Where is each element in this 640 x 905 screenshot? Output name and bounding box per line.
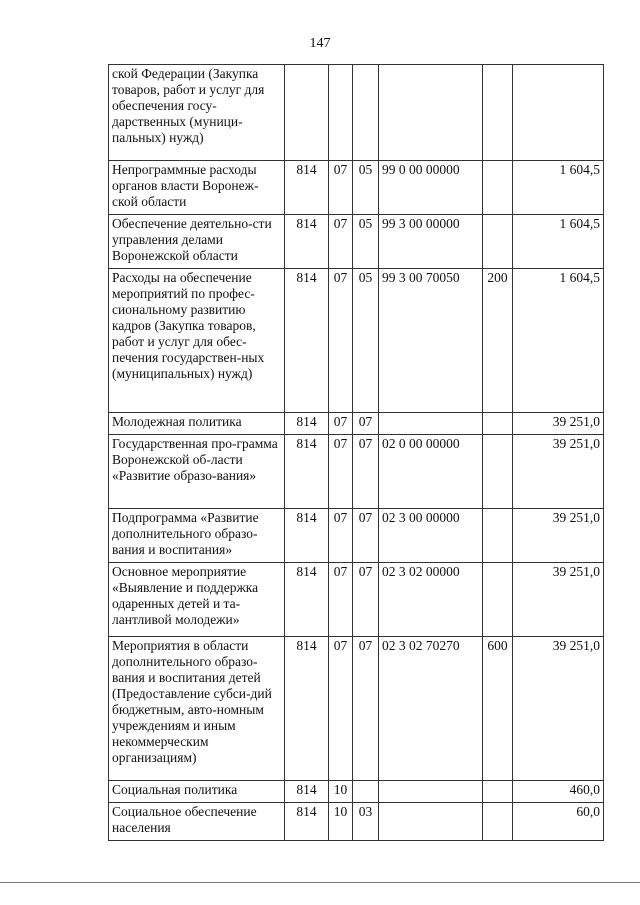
table-body [109,65,604,841]
cell-amount: 1 604,5 [513,269,604,413]
cell-expense-type [483,509,513,563]
table-row [109,269,604,413]
cell-name: Обеспечение деятельно-сти управления делами Воронежской области [109,215,285,269]
table-row [109,65,604,161]
cell-grbs: 814 [285,803,329,841]
cell-section: 07 [329,161,353,215]
page-footer-rule [0,882,640,883]
cell-amount: 1 604,5 [513,161,604,215]
cell-subsection: 05 [353,215,379,269]
cell-section: 07 [329,215,353,269]
cell-grbs: 814 [285,781,329,803]
cell-expense-type [483,435,513,509]
cell-amount [513,65,604,161]
cell-name: Основное мероприятие «Выявление и поддержка одаренных детей и та-лантливой молодежи» [109,563,285,637]
page-number: 147 [309,36,331,51]
table-row [109,781,604,803]
cell-target-article: 02 3 02 70270 [379,637,483,781]
cell-target-article: 99 0 00 00000 [379,161,483,215]
cell-grbs: 814 [285,269,329,413]
table-row [109,509,604,563]
cell-section: 07 [329,435,353,509]
cell-target-article [379,65,483,161]
cell-name: Социальное обеспечение населения [109,803,285,841]
cell-name: ской Федерации (Закупка товаров, работ и услуг для обеспечения госу-дарственных (муници-пальных) нужд) [109,65,285,161]
cell-target-article: 02 3 02 00000 [379,563,483,637]
table-row [109,161,604,215]
cell-name: Расходы на обеспечение мероприятий по профес-сиональному развитию кадров (Закупка товаров, работ и услуг для обес-печения государствен-ных (муниципальных) нужд) [109,269,285,413]
cell-name: Социальная политика [109,781,285,803]
table-row [109,803,604,841]
cell-expense-type: 200 [483,269,513,413]
cell-expense-type: 600 [483,637,513,781]
cell-subsection: 07 [353,413,379,435]
cell-amount: 1 604,5 [513,215,604,269]
cell-subsection: 07 [353,435,379,509]
cell-subsection: 07 [353,563,379,637]
cell-name: Молодежная политика [109,413,285,435]
cell-amount: 39 251,0 [513,435,604,509]
cell-subsection: 07 [353,637,379,781]
cell-target-article [379,781,483,803]
table-row [109,215,604,269]
cell-subsection [353,781,379,803]
cell-section [329,65,353,161]
cell-target-article [379,803,483,841]
cell-section: 07 [329,637,353,781]
cell-subsection [353,65,379,161]
cell-subsection: 07 [353,509,379,563]
cell-target-article: 02 3 00 00000 [379,509,483,563]
cell-expense-type [483,65,513,161]
cell-expense-type [483,803,513,841]
cell-grbs: 814 [285,563,329,637]
cell-grbs: 814 [285,637,329,781]
cell-target-article: 02 0 00 00000 [379,435,483,509]
cell-grbs: 814 [285,435,329,509]
cell-section: 07 [329,413,353,435]
cell-expense-type [483,161,513,215]
cell-section: 10 [329,803,353,841]
cell-expense-type [483,215,513,269]
table-row [109,563,604,637]
cell-amount: 39 251,0 [513,509,604,563]
cell-name: Подпрограмма «Развитие дополнительного образо-вания и воспитания» [109,509,285,563]
cell-grbs: 814 [285,161,329,215]
cell-target-article: 99 3 00 70050 [379,269,483,413]
table-row [109,413,604,435]
cell-grbs: 814 [285,215,329,269]
cell-expense-type [483,413,513,435]
cell-target-article: 99 3 00 00000 [379,215,483,269]
cell-amount: 460,0 [513,781,604,803]
cell-section: 07 [329,509,353,563]
table-row [109,435,604,509]
cell-amount: 39 251,0 [513,413,604,435]
cell-grbs [285,65,329,161]
cell-name: Мероприятия в области дополнительного образо-вания и воспитания детей (Предоставление субси-дий бюджетным, авто-номным учреждениям и иным некоммерческим организациям) [109,637,285,781]
cell-name: Государственная про-грамма Воронежской об-ласти «Развитие образо-вания» [109,435,285,509]
cell-section: 07 [329,269,353,413]
cell-amount: 60,0 [513,803,604,841]
cell-section: 10 [329,781,353,803]
cell-expense-type [483,563,513,637]
cell-expense-type [483,781,513,803]
cell-subsection: 03 [353,803,379,841]
cell-target-article [379,413,483,435]
cell-grbs: 814 [285,509,329,563]
cell-name: Непрограммные расходы органов власти Воронеж-ской области [109,161,285,215]
cell-amount: 39 251,0 [513,637,604,781]
cell-grbs: 814 [285,413,329,435]
cell-amount: 39 251,0 [513,563,604,637]
budget-table [108,64,604,841]
cell-subsection: 05 [353,269,379,413]
cell-section: 07 [329,563,353,637]
cell-subsection: 05 [353,161,379,215]
table-row [109,637,604,781]
